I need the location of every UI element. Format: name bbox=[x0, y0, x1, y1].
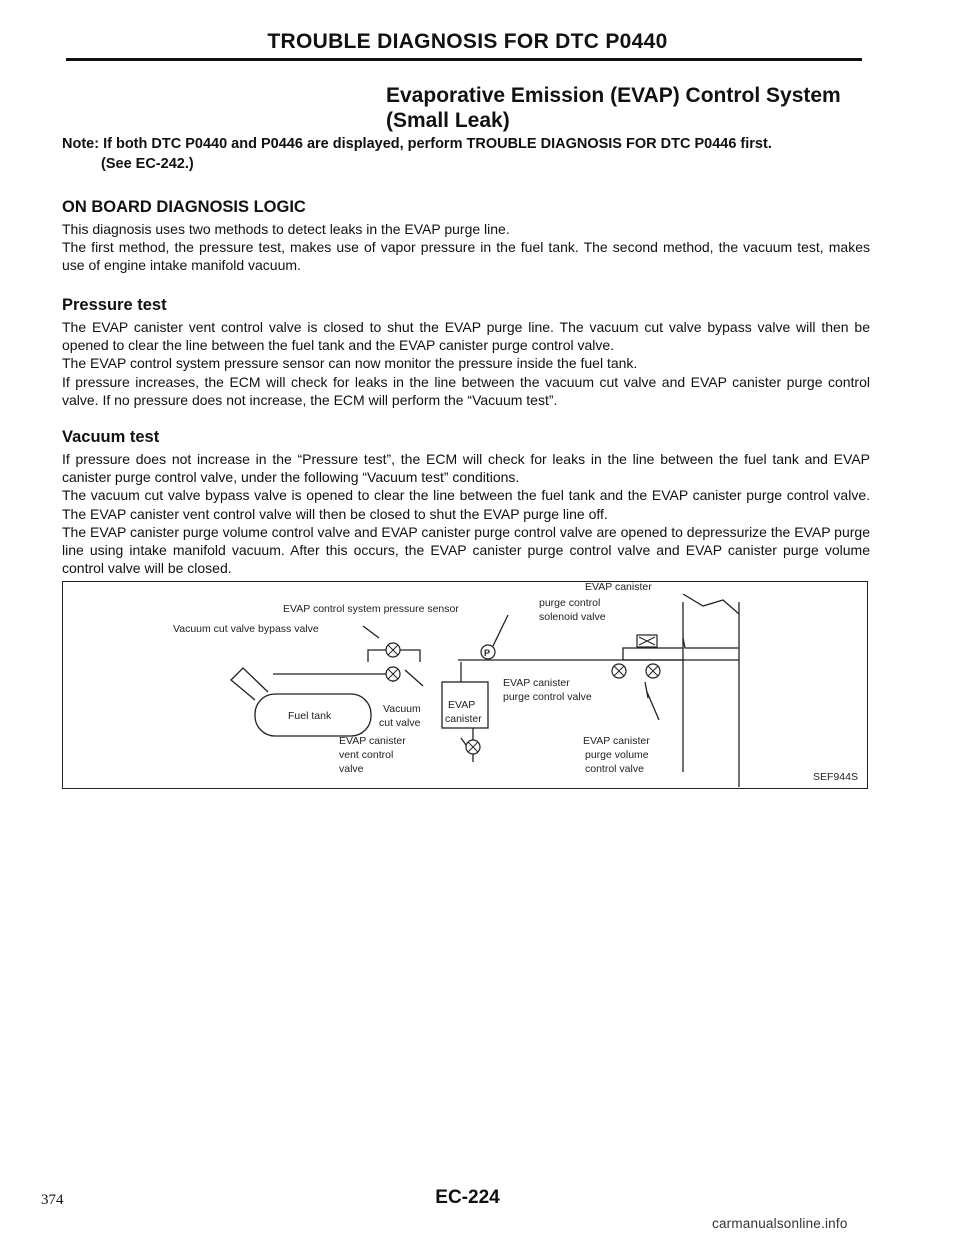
leader-bypass bbox=[363, 626, 379, 638]
page-code: EC-224 bbox=[435, 1187, 500, 1208]
label-fuel-tank: Fuel tank bbox=[288, 710, 332, 722]
label-purge-control-1: EVAP canister bbox=[503, 677, 570, 689]
pressure-test-paragraph-3: If pressure increases, the ECM will check for leaks in the line between the vacuum cut valve and EVAP canister purge control valve. If no pressure does not increase, the ECM will perform the “Vacuum test”. bbox=[62, 373, 870, 408]
label-canister-2: canister bbox=[445, 713, 482, 725]
engine-symbol bbox=[683, 594, 739, 614]
note bbox=[62, 134, 862, 174]
section-title-line1: Evaporative Emission (EVAP) Control System bbox=[386, 84, 841, 107]
diagram-svg bbox=[63, 582, 869, 790]
leader-purge-control bbox=[645, 682, 648, 698]
label-canister-1: EVAP bbox=[448, 699, 476, 711]
leader-vacuum-cut bbox=[405, 670, 423, 686]
tank-to-cut-line bbox=[273, 674, 393, 682]
section-title bbox=[386, 83, 866, 133]
filler-neck bbox=[231, 668, 268, 700]
label-solenoid-1: EVAP canister bbox=[585, 582, 652, 593]
leader-volume bbox=[647, 692, 659, 720]
label-purge-control-2: purge control valve bbox=[503, 691, 592, 703]
label-vent-2: vent control bbox=[339, 749, 394, 761]
right-pipe-a bbox=[683, 638, 739, 648]
note-line1: Note: If both DTC P0440 and P0446 are displayed, perform TROUBLE DIAGNOSIS FOR DTC P0446 first. bbox=[62, 136, 772, 152]
label-vent-3: valve bbox=[339, 763, 364, 775]
label-solenoid-2: purge control bbox=[539, 597, 601, 609]
label-solenoid-3: solenoid valve bbox=[539, 611, 606, 623]
pressure-test-heading: Pressure test bbox=[62, 296, 167, 314]
leader-sensor bbox=[493, 615, 508, 646]
vacuum-test-body bbox=[62, 450, 870, 577]
pressure-test-paragraph-1: The EVAP canister vent control valve is closed to shut the EVAP purge line. The vacuum cut valve bypass valve will then be opened to clear the line between the fuel tank and the EVAP canister purge control valve. bbox=[62, 319, 870, 354]
watermark: carmanualsonline.info bbox=[712, 1216, 848, 1231]
section-title-line2: (Small Leak) bbox=[386, 109, 510, 132]
vacuum-test-heading: Vacuum test bbox=[62, 428, 160, 446]
header-rule bbox=[66, 58, 862, 61]
vacuum-test-paragraph-1: If pressure does not increase in the “Pressure test”, the ECM will check for leaks in the line between the fuel tank and EVAP canister purge control valve, under the following “Vacuum test” conditions. bbox=[62, 451, 870, 486]
note-line2: (See EC-242.) bbox=[101, 156, 194, 172]
on-board-paragraph-1: This diagnosis uses two methods to detect leaks in the EVAP purge line. bbox=[62, 221, 510, 237]
label-vent-1: EVAP canister bbox=[339, 735, 406, 747]
label-volume-1: EVAP canister bbox=[583, 735, 650, 747]
label-vacuum-cut-1: Vacuum bbox=[383, 703, 421, 715]
right-pipe-b bbox=[623, 648, 683, 660]
label-pressure-sensor: EVAP control system pressure sensor bbox=[283, 603, 459, 615]
vacuum-test-paragraph-3: The EVAP canister purge volume control valve and EVAP canister purge control valve are opened to depressurize the EVAP purge line using intake manifold vacuum. After this occurs, the EVAP canister purge control valve and EVAP canister purge volume control valve will be closed. bbox=[62, 523, 870, 577]
on-board-paragraph-2: The first method, the pressure test, makes use of vapor pressure in the fuel tank. The second method, the vacuum test, makes use of engine intake manifold vacuum. bbox=[62, 239, 870, 274]
vacuum-test-paragraph-2: The vacuum cut valve bypass valve is opened to clear the line between the fuel tank and the EVAP canister purge control valve. The EVAP canister vent control valve will then be closed to shut the EVAP purge line off. bbox=[62, 487, 870, 522]
label-bypass-valve: Vacuum cut valve bypass valve bbox=[173, 623, 319, 635]
evap-system-diagram bbox=[62, 581, 868, 789]
pressure-sensor-glyph: P bbox=[484, 648, 491, 658]
label-volume-3: control valve bbox=[585, 763, 644, 775]
on-board-heading: ON BOARD DIAGNOSIS LOGIC bbox=[62, 198, 306, 216]
page-header-title: TROUBLE DIAGNOSIS FOR DTC P0440 bbox=[267, 30, 668, 53]
diagram-ref-code: SEF944S bbox=[813, 771, 858, 783]
page-number: 374 bbox=[41, 1192, 64, 1208]
label-vacuum-cut-2: cut valve bbox=[379, 717, 421, 729]
on-board-body bbox=[62, 220, 870, 275]
pressure-test-paragraph-2: The EVAP control system pressure sensor can now monitor the pressure inside the fuel tank. bbox=[62, 355, 638, 372]
pressure-test-body bbox=[62, 318, 870, 409]
label-volume-2: purge volume bbox=[585, 749, 649, 761]
